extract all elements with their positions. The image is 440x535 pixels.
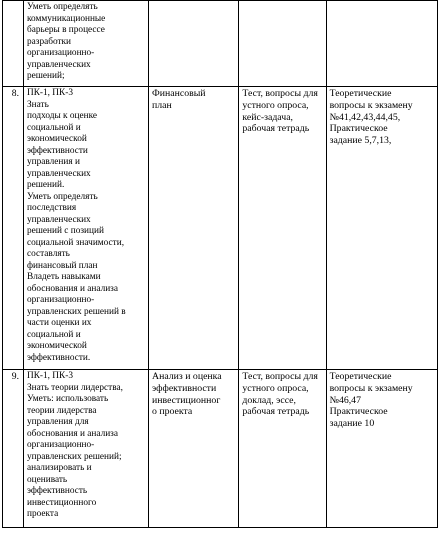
- cell-text-line: организационно-: [27, 48, 95, 58]
- topic-cell: [149, 1, 239, 87]
- cell-text-line: Уметь определять: [27, 191, 98, 202]
- cell-text-line: эффективности.: [27, 352, 91, 363]
- cell-text-line: устного опроса,: [242, 99, 309, 111]
- cell-text-line: рабочая тетрадь: [242, 123, 310, 135]
- row-number: [3, 1, 24, 87]
- cell-text-line: доклад, эссе,: [242, 394, 296, 406]
- cell-text-line: вопросы к экзамену: [329, 99, 413, 111]
- cell-text-line: Финансовый: [152, 88, 206, 99]
- cell-text-line: вопросы к экзамену: [329, 382, 413, 394]
- cell-text-line: Теоретические: [329, 88, 392, 99]
- cell-text-line: эффективность: [27, 486, 88, 496]
- cell-text-line: эффективности: [152, 382, 217, 394]
- cell-text-line: проекта: [27, 509, 59, 519]
- cell-text-line: управленческих: [27, 168, 91, 179]
- cell-text-line: барьеры в процессе: [27, 25, 105, 35]
- exam-questions-cell: [326, 87, 437, 370]
- cell-text-line: финансовый план: [27, 260, 98, 271]
- cell-text-line: Тест, вопросы для: [242, 371, 318, 382]
- cell-text-line: инвестиционного: [27, 497, 97, 508]
- cell-text-line: экономической: [27, 134, 87, 144]
- topic-cell: [149, 87, 239, 370]
- cell-text-line: эффективности: [27, 145, 88, 156]
- cell-text-line: подходы к оценке: [27, 111, 98, 121]
- cell-text-line: инвестиционног: [152, 394, 221, 406]
- exam-questions-cell: [326, 1, 437, 87]
- assessment-cell: [239, 87, 326, 370]
- cell-text-line: организационно-: [27, 295, 95, 305]
- cell-text-line: обоснования и анализа: [27, 428, 118, 439]
- cell-text-line: последствия: [27, 203, 77, 213]
- row-number: 9.: [3, 370, 24, 528]
- cell-text-line: ПК-1, ПК-3: [27, 371, 73, 381]
- cell-text-line: коммуникационные: [27, 13, 106, 24]
- cell-text-line: устного опроса,: [242, 382, 309, 394]
- cell-text-line: Знать теории лидерства,: [27, 382, 123, 393]
- row-number: 8.: [3, 87, 24, 370]
- cell-text-line: №41,42,43,44,45,: [329, 111, 401, 123]
- cell-text-line: план: [152, 99, 172, 111]
- cell-text-line: составлять: [27, 249, 70, 259]
- cell-text-line: задание 10: [329, 418, 375, 430]
- cell-text-line: Уметь: использовать: [27, 394, 109, 404]
- cell-text-line: Владеть навыками: [27, 272, 101, 282]
- cell-text-line: ПК-1, ПК-3: [27, 88, 73, 98]
- cell-text-line: Практическое: [329, 406, 388, 418]
- cell-text-line: управленческих: [27, 214, 91, 225]
- cell-text-line: управления для: [27, 417, 89, 427]
- cell-text-line: социальной значимости,: [27, 237, 125, 248]
- exam-questions-cell: [326, 370, 437, 528]
- competence-cell: [24, 370, 149, 528]
- cell-text-line: социальной и: [27, 122, 81, 133]
- cell-text-line: обоснования и анализа: [27, 283, 118, 294]
- cell-text-line: части оценки их: [27, 318, 92, 328]
- cell-text-line: решений.: [27, 180, 65, 190]
- cell-text-line: Знать: [27, 99, 49, 110]
- table-row: [3, 370, 438, 528]
- cell-text-line: управленческих: [27, 59, 91, 70]
- cell-text-line: теории лидерства: [27, 405, 97, 416]
- cell-text-line: социальной и: [27, 329, 81, 340]
- cell-text-line: анализировать и: [27, 463, 92, 473]
- cell-text-line: Практическое: [329, 123, 388, 135]
- competence-cell: [24, 1, 149, 87]
- table-row: [3, 1, 438, 87]
- cell-text-line: Теоретические: [329, 371, 392, 382]
- assessment-cell: [239, 1, 326, 87]
- cell-text-line: оценивать: [27, 474, 68, 485]
- cell-text-line: Тест, вопросы для: [242, 88, 318, 99]
- cell-text-line: управления и: [27, 157, 80, 167]
- cell-text-line: организационно-: [27, 440, 95, 450]
- topic-cell: [149, 370, 239, 528]
- cell-text-line: о проекта: [152, 406, 193, 418]
- table-row: [3, 87, 438, 370]
- cell-text-line: рабочая тетрадь: [242, 406, 310, 418]
- competence-table: [2, 0, 438, 528]
- cell-text-line: кейс-задача,: [242, 111, 293, 123]
- cell-text-line: Анализ и оценка: [152, 371, 222, 382]
- cell-text-line: решений;: [27, 71, 65, 81]
- competence-cell: [24, 87, 149, 370]
- cell-text-line: разработки: [27, 36, 72, 47]
- cell-text-line: Уметь определять: [27, 2, 98, 12]
- cell-text-line: задание 5,7,13,: [329, 135, 392, 147]
- cell-text-line: №46,47: [329, 394, 361, 406]
- assessment-cell: [239, 370, 326, 528]
- cell-text-line: экономической: [27, 341, 87, 351]
- cell-text-line: решений с позиций: [27, 226, 104, 236]
- cell-text-line: управленских решений в: [27, 306, 126, 317]
- cell-text-line: управленских решений;: [27, 451, 122, 462]
